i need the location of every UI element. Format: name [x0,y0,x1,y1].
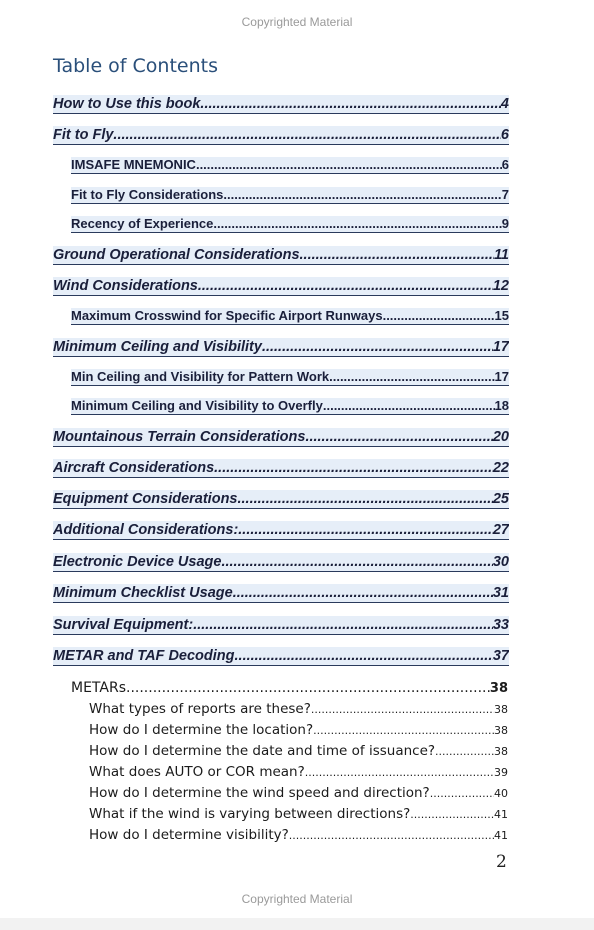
toc-entry-page: 31 [492,585,509,601]
toc-entry-location[interactable] [89,722,508,739]
toc-entry-title: What if the wind is varying between directions? [89,806,411,822]
toc-entry-title: Min Ceiling and Visibility for Pattern Work [71,369,330,384]
toc-entry-page: 17 [492,339,509,355]
toc-entry-title: How do I determine the wind speed and direction? [89,785,430,801]
toc-leader-dots [233,584,493,602]
toc-leader-dots [383,308,495,324]
toc-leader-dots [305,428,492,446]
toc-leader-dots [113,126,501,144]
toc-entry-title: METAR and TAF Decoding [53,648,235,664]
toc-entry-title: Fit to Fly [53,127,114,143]
toc-entry-title: Fit to Fly Considerations [71,187,224,202]
toc-entry-date-time[interactable] [89,743,508,760]
toc-entry-metars[interactable] [71,680,508,697]
toc-entry-title: Minimum Ceiling and Visibility [53,339,262,355]
toc-entry-page: 6 [500,127,509,143]
toc-entry-page: 15 [494,308,509,323]
toc-entry-wind-varying[interactable] [89,806,508,823]
toc-entry-minimum-checklist[interactable] [53,584,509,603]
toc-entry-metar-taf[interactable] [53,647,509,666]
toc-entry-fit-to-fly[interactable] [53,126,509,145]
toc-entry-page: 22 [492,460,509,476]
toc-entry-page: 11 [493,247,509,263]
toc-entry-equipment-considerations[interactable] [53,490,509,509]
toc-entry-aircraft-considerations[interactable] [53,459,509,478]
toc-entry-how-to-use[interactable] [53,95,509,114]
toc-heading: Table of Contents [53,55,218,77]
toc-leader-dots [311,701,494,718]
toc-entry-page: 18 [494,398,509,413]
toc-entry-maximum-crosswind[interactable] [71,308,509,325]
toc-entry-title: Maximum Crosswind for Specific Airport Runways [71,308,383,323]
toc-entry-title: Minimum Ceiling and Visibility to Overfly [71,398,323,413]
toc-entry-title: Aircraft Considerations [53,460,215,476]
toc-entry-page: 9 [501,216,509,231]
toc-entry-page: 4 [500,96,509,112]
toc-leader-dots [235,647,493,665]
toc-entry-wind-speed[interactable] [89,785,508,802]
toc-entry-title: What types of reports are these? [89,701,311,717]
toc-leader-dots [305,764,494,781]
toc-leader-dots [323,398,495,414]
toc-leader-dots [196,157,502,173]
toc-entry-wind-considerations[interactable] [53,277,509,296]
toc-leader-dots [329,369,494,385]
toc-entry-title: Wind Considerations [53,278,198,294]
toc-entry-title: Ground Operational Considerations [53,247,300,263]
toc-entry-title: What does AUTO or COR mean? [89,764,305,780]
toc-leader-dots [213,216,501,232]
toc-entry-recency-of-experience[interactable] [71,216,509,233]
toc-leader-dots [126,680,490,697]
toc-entry-title: Minimum Checklist Usage [53,585,233,601]
toc-leader-dots [262,338,493,356]
toc-entry-fit-to-fly-considerations[interactable] [71,187,509,204]
toc-entry-minimum-ceiling[interactable] [53,338,509,357]
toc-entry-ground-operational[interactable] [53,246,509,265]
toc-entry-min-ceiling-overfly[interactable] [71,398,509,415]
toc-entry-page: 38 [494,745,508,758]
page-bottom-strip [0,918,594,930]
toc-entry-visibility[interactable] [89,827,508,844]
copyright-watermark-top: Copyrighted Material [241,15,353,29]
toc-entry-page: 39 [494,766,508,779]
toc-entry-title: Additional Considerations: [53,522,239,538]
toc-leader-dots [313,722,494,739]
toc-leader-dots [300,246,494,264]
toc-entry-title: Recency of Experience [71,216,214,231]
toc-entry-title: How to Use this book [53,96,201,112]
toc-entry-survival-equipment[interactable] [53,616,509,635]
toc-entry-electronic-device[interactable] [53,553,509,572]
toc-leader-dots [435,743,494,760]
toc-entry-page: 30 [492,554,509,570]
toc-entry-title: Survival Equipment: [53,617,194,633]
toc-leader-dots [238,490,493,508]
toc-entry-page: 6 [501,157,509,172]
toc-entry-page: 40 [494,787,508,800]
toc-leader-dots [430,785,494,802]
toc-leader-dots [214,459,493,477]
page-number: 2 [496,852,507,872]
toc-entry-page: 37 [492,648,509,664]
toc-leader-dots [193,616,493,634]
toc-entry-page: 17 [494,369,509,384]
toc-entry-page: 38 [494,703,508,716]
toc-entry-title: Mountainous Terrain Considerations [53,429,306,445]
toc-entry-report-types[interactable] [89,701,508,718]
toc-entry-title: How do I determine visibility? [89,827,289,843]
toc-entry-page: 27 [492,522,509,538]
toc-entry-page: 12 [492,278,509,294]
toc-entry-title: Equipment Considerations [53,491,238,507]
toc-leader-dots [223,187,501,203]
toc-entry-page: 20 [492,429,509,445]
toc-leader-dots [289,827,494,844]
toc-entry-page: 25 [492,491,509,507]
toc-entry-title: IMSAFE MNEMONIC [71,157,196,172]
toc-entry-title: METARs [71,680,126,696]
toc-leader-dots [238,521,493,539]
toc-entry-min-ceiling-pattern[interactable] [71,369,509,386]
toc-entry-imsafe[interactable] [71,157,509,174]
copyright-watermark-bottom: Copyrighted Material [241,892,353,906]
toc-entry-page: 41 [494,829,508,842]
toc-leader-dots [221,553,492,571]
toc-entry-title: How do I determine the date and time of issuance? [89,743,436,759]
toc-entry-auto-cor[interactable] [89,764,508,781]
toc-entry-title: How do I determine the location? [89,722,314,738]
toc-entry-page: 7 [501,187,509,202]
toc-leader-dots [410,806,494,823]
toc-entry-title: Electronic Device Usage [53,554,222,570]
toc-entry-page: 38 [489,681,508,696]
toc-entry-additional-considerations[interactable] [53,521,509,540]
toc-leader-dots [198,277,493,295]
toc-entry-page: 41 [494,808,508,821]
toc-entry-mountainous-terrain[interactable] [53,428,509,447]
toc-entry-page: 38 [494,724,508,737]
toc-entry-page: 33 [492,617,509,633]
toc-leader-dots [200,95,501,113]
